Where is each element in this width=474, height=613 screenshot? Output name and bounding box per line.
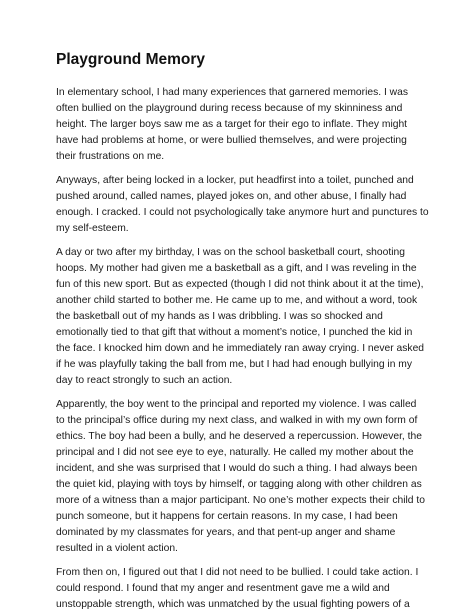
text-line: my self-esteem.	[56, 223, 129, 234]
paragraph	[56, 565, 419, 613]
document-body	[56, 85, 429, 613]
text-line: another child started to bother me. He came up to me, and without a word, took	[56, 295, 418, 306]
paragraph	[56, 245, 425, 389]
text-line: the face. I knocked him down and he immediately ran away crying. I never asked	[56, 343, 425, 354]
text-line: emotionally tied to that gift that without a moment’s notice, I punched the kid in	[56, 327, 413, 338]
text-line: In elementary school, I had many experiences that garnered memories. I was	[56, 87, 408, 98]
text-line: From then on, I figured out that I did not need to be bullied. I could take action. I	[56, 567, 419, 578]
text-line: hoops. My mother had given me a basketball as a gift, and I was reveling in the	[56, 263, 417, 274]
text-line: Apparently, the boy went to the principal and reported my violence. I was called	[56, 399, 417, 410]
text-line: principal and I did not see eye to eye, naturally. He called my mother about the	[56, 447, 414, 458]
text-line: height. The larger boys saw me as a target for their ego to inflate. They might	[56, 119, 408, 130]
text-line: if he was playfully taking the ball from me, but I had had enough bullying in my	[56, 359, 413, 370]
text-line: their frustrations on me.	[56, 151, 165, 162]
text-line: dominated by my classmates for years, and that pent-up anger and shame	[56, 527, 396, 538]
text-line: often bullied on the playground during recess because of my skinniness and	[56, 103, 403, 114]
text-line: more of a witness than a major participant. No one’s mother expects their child to	[56, 495, 425, 506]
text-line: the quiet kid, playing with toys by himself, or tagging along with other children as	[56, 479, 422, 490]
paragraph	[56, 173, 429, 237]
text-line: punch someone, but it happens for certain reasons. In my case, I had been	[56, 511, 398, 522]
text-line: the basketball out of my hands as I was dribbling. I was so shocked and	[56, 311, 383, 322]
text-line: have had problems at home, or were bullied themselves, and were projecting	[56, 135, 407, 146]
document-title: Playground Memory	[56, 51, 205, 68]
paragraph	[56, 397, 425, 557]
text-line: day to react strongly to such an action.	[56, 375, 233, 386]
text-line: pushed around, called names, played jokes on, and other abuse, I finally had	[56, 191, 407, 202]
text-line: enough. I cracked. I could not psychologically take anymore hurt and punctures to	[56, 207, 429, 218]
text-line: could respond. I found that my anger and resentment gave me a wild and	[56, 583, 390, 594]
text-line: to the principal’s office during my next class, and walked in with my own form of	[56, 415, 418, 426]
text-line: unstoppable strength, which was unmatched by the usual fighting powers of a	[56, 599, 410, 610]
text-line: A day or two after my birthday, I was on the school basketball court, shooting	[56, 247, 405, 258]
text-line: Anyways, after being locked in a locker, put headfirst into a toilet, punched and	[56, 175, 414, 186]
text-line: resulted in a violent action.	[56, 543, 178, 554]
text-line: ethics. The boy had been a bully, and he deserved a repercussion. However, the	[56, 431, 422, 442]
text-line: incident, and she was surprised that I would do such a thing. I had always been	[56, 463, 418, 474]
text-line: fun of this new sport. But as expected (though I did not think about it at the time),	[56, 279, 424, 290]
paragraph	[56, 85, 414, 165]
